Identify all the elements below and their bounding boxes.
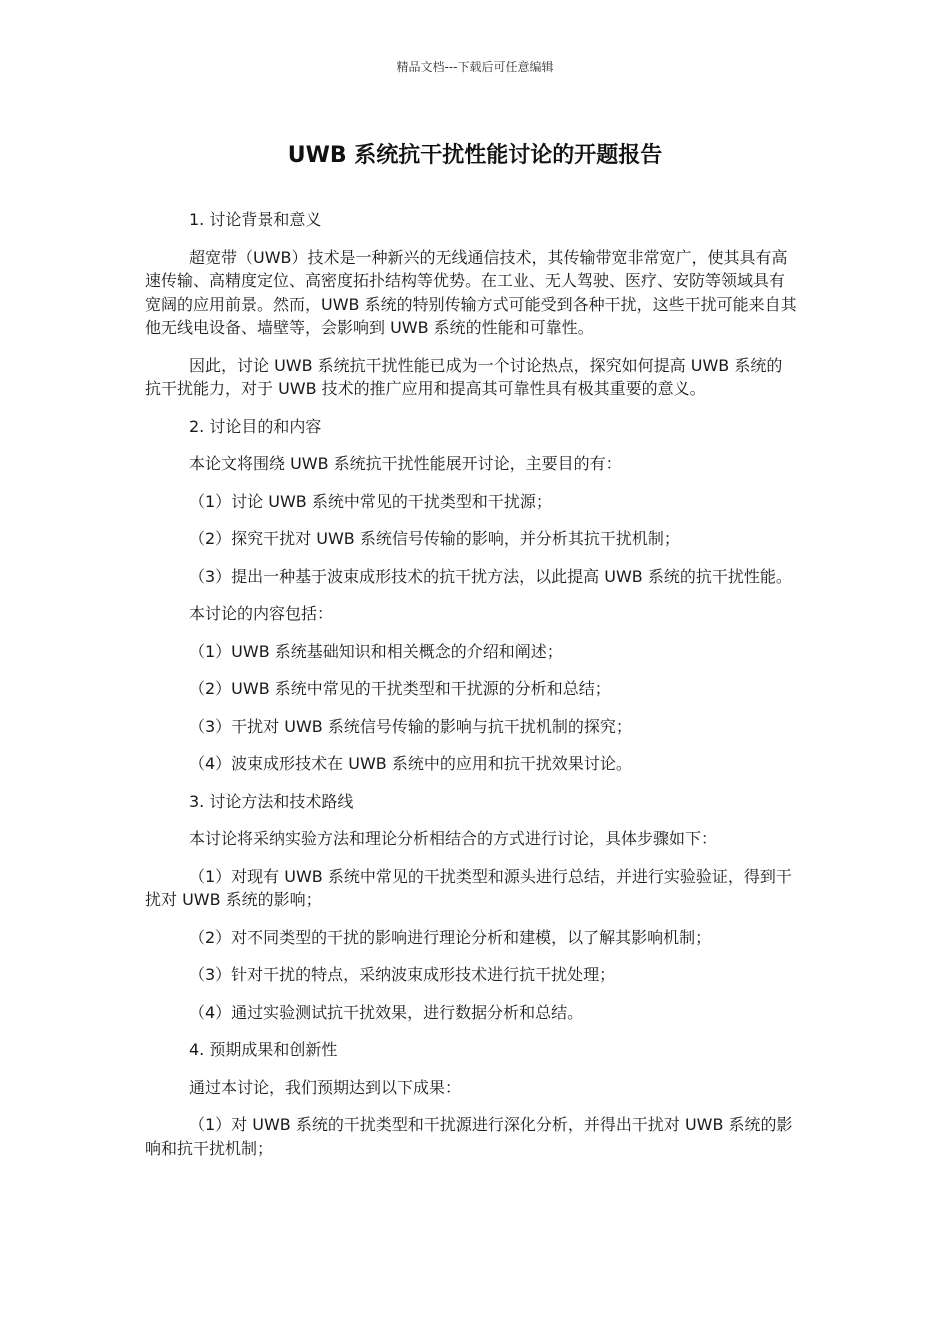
paragraph: 超宽带（UWB）技术是一种新兴的无线通信技术，其传输带宽非常宽广，使其具有高速传输、高精度定位、高密度拓扑结构等优势。在工业、无人驾驶、医疗、安防等领域具有宽阔的应用前景。然而，UWB 系统的特别传输方式可能受到各种干扰，这些干扰可能来自其他无线电设备、墙壁等，会影响到 UWB 系统的性能和可靠性。: [145, 247, 797, 337]
document-body: [145, 208, 797, 1174]
list-item: （3）干扰对 UWB 系统信号传输的影响与抗干扰机制的探究；: [189, 716, 632, 736]
section-heading-1: 1. 讨论背景和意义: [189, 210, 322, 229]
list-item: （2）对不同类型的干扰的影响进行理论分析和建模，以了解其影响机制；: [189, 927, 712, 947]
list-item: （3）针对干扰的特点，采纳波束成形技术进行抗干扰处理；: [189, 965, 616, 984]
paragraph: 本讨论的内容包括：: [189, 604, 334, 623]
section-heading-2: 2. 讨论目的和内容: [189, 416, 322, 436]
list-item: （4）波束成形技术在 UWB 系统中的应用和抗干扰效果讨论。: [189, 754, 632, 773]
paragraph: 本讨论将采纳实验方法和理论分析相结合的方式进行讨论，具体步骤如下：: [189, 829, 718, 848]
paragraph: 本论文将围绕 UWB 系统抗干扰性能展开讨论，主要目的有：: [189, 454, 622, 473]
list-item: （1）讨论 UWB 系统中常见的干扰类型和干扰源；: [189, 491, 552, 511]
list-item: （1）对 UWB 系统的干扰类型和干扰源进行深化分析，并得出干扰对 UWB 系统的影响和抗干扰机制；: [145, 1115, 793, 1158]
page-header: 精品文档---下载后可任意编辑: [396, 60, 554, 74]
paragraph: 通过本讨论，我们预期达到以下成果：: [189, 1077, 462, 1097]
section-heading-3: 3. 讨论方法和技术路线: [189, 791, 354, 811]
paragraph: 因此，讨论 UWB 系统抗干扰性能已成为一个讨论热点，探究如何提高 UWB 系统的抗干扰能力，对于 UWB 技术的推广应用和提高其可靠性具有极其重要的意义。: [145, 355, 783, 398]
document-title: UWB 系统抗干扰性能讨论的开题报告: [287, 143, 663, 168]
list-item: （1）对现有 UWB 系统中常见的干扰类型和源头进行总结，并进行实验验证，得到干扰对 UWB 系统的影响；: [145, 866, 792, 909]
section-heading-4: 4. 预期成果和创新性: [189, 1040, 338, 1059]
list-item: （2）探究干扰对 UWB 系统信号传输的影响，并分析其抗干扰机制；: [189, 529, 680, 548]
list-item: （1）UWB 系统基础知识和相关概念的介绍和阐述；: [189, 641, 563, 661]
list-item: （4）通过实验测试抗干扰效果，进行数据分析和总结。: [189, 1002, 584, 1022]
list-item: （2）UWB 系统中常见的干扰类型和干扰源的分析和总结；: [189, 679, 611, 698]
list-item: （3）提出一种基于波束成形技术的抗干扰方法，以此提高 UWB 系统的抗干扰性能。: [189, 566, 792, 586]
